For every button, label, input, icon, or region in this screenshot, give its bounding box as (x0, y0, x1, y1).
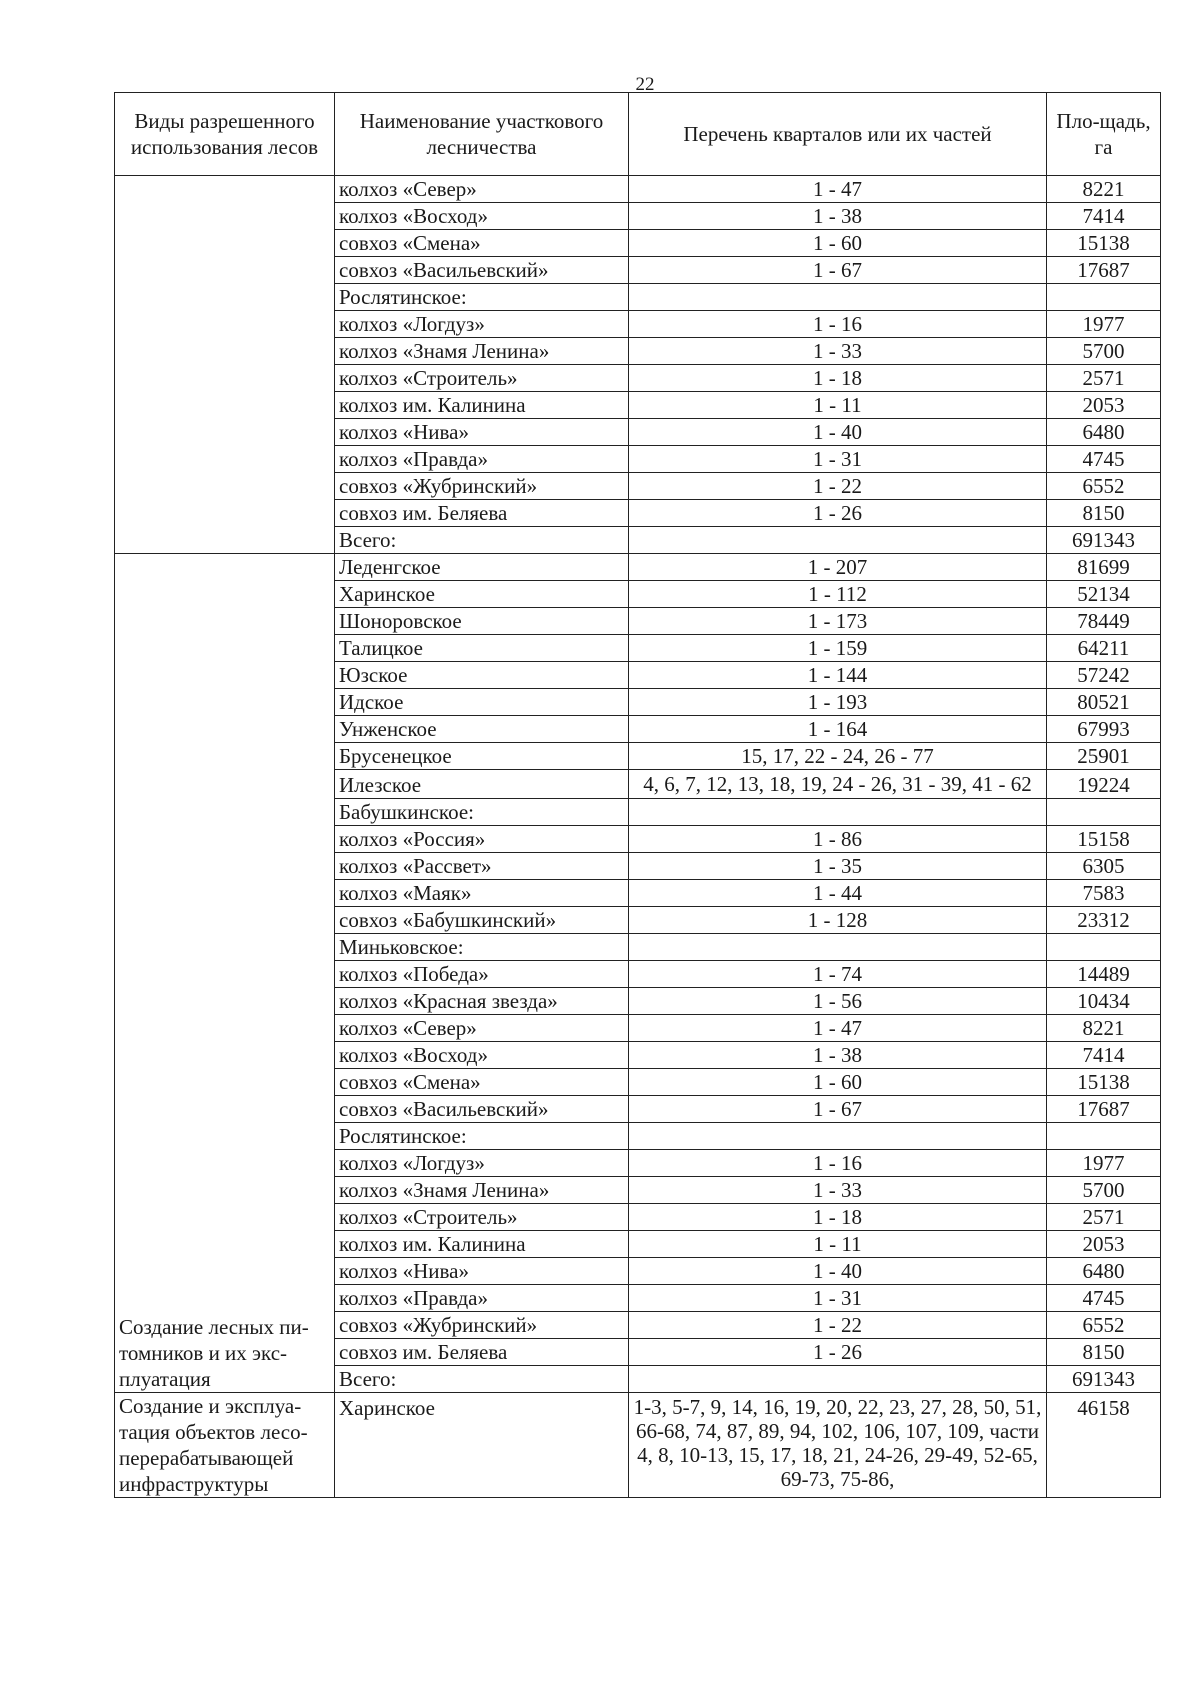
forestry-name-cell: совхоз «Жубринский» (335, 1312, 629, 1339)
quarters-cell: 4, 6, 7, 12, 13, 18, 19, 24 - 26, 31 - 39, 41 - 62 (629, 770, 1047, 799)
quarters-cell (629, 1123, 1047, 1150)
area-cell (1047, 284, 1161, 311)
quarters-cell: 1 - 112 (629, 581, 1047, 608)
quarters-cell: 1 - 31 (629, 446, 1047, 473)
quarters-cell: 1 - 18 (629, 1204, 1047, 1231)
forestry-name-cell: Харинское (335, 581, 629, 608)
area-cell: 25901 (1047, 743, 1161, 770)
quarters-cell: 1 - 38 (629, 1042, 1047, 1069)
area-cell: 6552 (1047, 1312, 1161, 1339)
forestry-name-cell: колхоз «Север» (335, 176, 629, 203)
forestry-name-cell: колхоз «Нива» (335, 419, 629, 446)
table-row (115, 1393, 1161, 1498)
forestry-name-cell: колхоз «Логдуз» (335, 1150, 629, 1177)
forestry-name-cell: Рослятинское: (335, 284, 629, 311)
forestry-name-cell: совхоз им. Беляева (335, 1339, 629, 1366)
area-cell: 1977 (1047, 311, 1161, 338)
forestry-name-cell: колхоз «Север» (335, 1015, 629, 1042)
area-cell: 15138 (1047, 230, 1161, 257)
quarters-cell: 1 - 173 (629, 608, 1047, 635)
header-kinds: Виды разрешенного использования лесов (115, 93, 335, 176)
area-cell: 8150 (1047, 1339, 1161, 1366)
area-cell (1047, 934, 1161, 961)
quarters-cell: 1 - 128 (629, 907, 1047, 934)
quarters-cell: 1 - 47 (629, 1015, 1047, 1042)
area-cell: 2571 (1047, 1204, 1161, 1231)
forestry-name-cell: Бабушкинское: (335, 799, 629, 826)
forestry-name-cell: колхоз «Логдуз» (335, 311, 629, 338)
quarters-cell: 1 - 38 (629, 203, 1047, 230)
quarters-cell (629, 1366, 1047, 1393)
area-cell: 691343 (1047, 1366, 1161, 1393)
use-kind-cell: Создание и эксплуа-тация объектов лесо-перерабатывающей инфраструктуры (115, 1393, 335, 1498)
forestry-name-cell: колхоз «Восход» (335, 1042, 629, 1069)
area-cell: 6552 (1047, 473, 1161, 500)
forestry-name-cell: колхоз «Нива» (335, 1258, 629, 1285)
quarters-cell: 1 - 193 (629, 689, 1047, 716)
forestry-name-cell: Илезское (335, 770, 629, 799)
forestry-name-cell: совхоз им. Беляева (335, 500, 629, 527)
header-quarters: Перечень кварталов или их частей (629, 93, 1047, 176)
area-cell: 15158 (1047, 826, 1161, 853)
area-cell: 7583 (1047, 880, 1161, 907)
header-area: Пло-щадь, га (1047, 93, 1161, 176)
forestry-name-cell: колхоз «Рассвет» (335, 853, 629, 880)
area-cell: 2053 (1047, 392, 1161, 419)
forestry-name-cell: колхоз «Правда» (335, 1285, 629, 1312)
area-cell: 8150 (1047, 500, 1161, 527)
table-row (115, 554, 1161, 581)
forestry-name-cell: Идское (335, 689, 629, 716)
forestry-name-cell: совхоз «Васильевский» (335, 1096, 629, 1123)
quarters-cell: 1 - 11 (629, 392, 1047, 419)
forestry-name-cell: колхоз «Строитель» (335, 1204, 629, 1231)
quarters-cell: 1 - 56 (629, 988, 1047, 1015)
area-cell: 78449 (1047, 608, 1161, 635)
area-cell: 17687 (1047, 257, 1161, 284)
quarters-cell: 1 - 11 (629, 1231, 1047, 1258)
area-cell: 15138 (1047, 1069, 1161, 1096)
quarters-cell: 1 - 67 (629, 1096, 1047, 1123)
quarters-cell: 1 - 164 (629, 716, 1047, 743)
forestry-name-cell: Всего: (335, 527, 629, 554)
quarters-cell: 1 - 67 (629, 257, 1047, 284)
area-cell: 5700 (1047, 338, 1161, 365)
quarters-cell (629, 527, 1047, 554)
forestry-name-cell: колхоз «Победа» (335, 961, 629, 988)
forestry-name-cell: Харинское (335, 1393, 629, 1498)
forestry-name-cell: совхоз «Жубринский» (335, 473, 629, 500)
area-cell: 14489 (1047, 961, 1161, 988)
quarters-cell: 15, 17, 22 - 24, 26 - 77 (629, 743, 1047, 770)
quarters-cell: 1 - 47 (629, 176, 1047, 203)
forestry-name-cell: колхоз им. Калинина (335, 392, 629, 419)
forestry-name-cell: колхоз «Россия» (335, 826, 629, 853)
area-cell: 23312 (1047, 907, 1161, 934)
forestry-name-cell: Брусенецкое (335, 743, 629, 770)
forestry-name-cell: Всего: (335, 1366, 629, 1393)
forestry-name-cell: Леденгское (335, 554, 629, 581)
area-cell: 1977 (1047, 1150, 1161, 1177)
use-kind-cell: Создание лесных пи-томников и их экс-плуатация (115, 554, 335, 1393)
forestry-name-cell: Талицкое (335, 635, 629, 662)
quarters-cell: 1 - 40 (629, 419, 1047, 446)
area-cell: 691343 (1047, 527, 1161, 554)
forestry-name-cell: колхоз «Знамя Ленина» (335, 338, 629, 365)
area-cell: 46158 (1047, 1393, 1161, 1498)
forestry-name-cell: Унженское (335, 716, 629, 743)
area-cell: 6305 (1047, 853, 1161, 880)
use-kind-cell (115, 176, 335, 554)
forestry-name-cell: колхоз им. Калинина (335, 1231, 629, 1258)
area-cell: 19224 (1047, 770, 1161, 799)
forestry-name-cell: колхоз «Красная звезда» (335, 988, 629, 1015)
area-cell: 8221 (1047, 176, 1161, 203)
quarters-cell: 1 - 22 (629, 473, 1047, 500)
quarters-cell: 1 - 60 (629, 1069, 1047, 1096)
area-cell: 4745 (1047, 446, 1161, 473)
area-cell (1047, 799, 1161, 826)
area-cell: 81699 (1047, 554, 1161, 581)
area-cell: 52134 (1047, 581, 1161, 608)
area-cell: 6480 (1047, 1258, 1161, 1285)
quarters-cell: 1 - 26 (629, 1339, 1047, 1366)
forestry-name-cell: Рослятинское: (335, 1123, 629, 1150)
quarters-cell: 1-3, 5-7, 9, 14, 16, 19, 20, 22, 23, 27, 28, 50, 51, 66-68, 74, 87, 89, 94, 102, 106, 107, 109, части 4, 8, 10-13, 15, 17, 18, 21, 24-26, 29-49, 52-65, 69-73, 75-86, (629, 1393, 1047, 1498)
area-cell: 2571 (1047, 365, 1161, 392)
page-number: 22 (635, 74, 655, 95)
forestry-name-cell: колхоз «Знамя Ленина» (335, 1177, 629, 1204)
area-cell: 57242 (1047, 662, 1161, 689)
area-cell: 5700 (1047, 1177, 1161, 1204)
area-cell: 4745 (1047, 1285, 1161, 1312)
quarters-cell: 1 - 31 (629, 1285, 1047, 1312)
area-cell: 67993 (1047, 716, 1161, 743)
quarters-cell: 1 - 44 (629, 880, 1047, 907)
quarters-cell: 1 - 33 (629, 1177, 1047, 1204)
area-cell: 64211 (1047, 635, 1161, 662)
quarters-cell: 1 - 33 (629, 338, 1047, 365)
forestry-name-cell: Шоноровское (335, 608, 629, 635)
table-body (115, 176, 1161, 1498)
forestry-name-cell: совхоз «Бабушкинский» (335, 907, 629, 934)
quarters-cell: 1 - 86 (629, 826, 1047, 853)
quarters-cell (629, 799, 1047, 826)
quarters-cell (629, 934, 1047, 961)
area-cell: 2053 (1047, 1231, 1161, 1258)
forestry-name-cell: совхоз «Смена» (335, 230, 629, 257)
quarters-cell: 1 - 18 (629, 365, 1047, 392)
area-cell: 7414 (1047, 203, 1161, 230)
quarters-cell: 1 - 22 (629, 1312, 1047, 1339)
forestry-name-cell: колхоз «Маяк» (335, 880, 629, 907)
forestry-name-cell: совхоз «Васильевский» (335, 257, 629, 284)
quarters-cell: 1 - 40 (629, 1258, 1047, 1285)
quarters-cell: 1 - 16 (629, 311, 1047, 338)
quarters-cell: 1 - 159 (629, 635, 1047, 662)
quarters-cell (629, 284, 1047, 311)
forestry-name-cell: колхоз «Восход» (335, 203, 629, 230)
forestry-name-cell: совхоз «Смена» (335, 1069, 629, 1096)
area-cell (1047, 1123, 1161, 1150)
quarters-cell: 1 - 74 (629, 961, 1047, 988)
quarters-cell: 1 - 35 (629, 853, 1047, 880)
table-row (115, 176, 1161, 203)
quarters-cell: 1 - 144 (629, 662, 1047, 689)
quarters-cell: 1 - 207 (629, 554, 1047, 581)
area-cell: 6480 (1047, 419, 1161, 446)
quarters-cell: 1 - 26 (629, 500, 1047, 527)
forestry-name-cell: Юзское (335, 662, 629, 689)
area-cell: 80521 (1047, 689, 1161, 716)
header-forestry: Наименование участкового лесничества (335, 93, 629, 176)
area-cell: 8221 (1047, 1015, 1161, 1042)
quarters-cell: 1 - 16 (629, 1150, 1047, 1177)
quarters-cell: 1 - 60 (629, 230, 1047, 257)
forestry-name-cell: колхоз «Правда» (335, 446, 629, 473)
area-cell: 17687 (1047, 1096, 1161, 1123)
forestry-name-cell: колхоз «Строитель» (335, 365, 629, 392)
area-cell: 10434 (1047, 988, 1161, 1015)
area-cell: 7414 (1047, 1042, 1161, 1069)
table-header-row (115, 93, 1161, 176)
forest-use-table (114, 92, 1161, 1498)
forestry-name-cell: Миньковское: (335, 934, 629, 961)
